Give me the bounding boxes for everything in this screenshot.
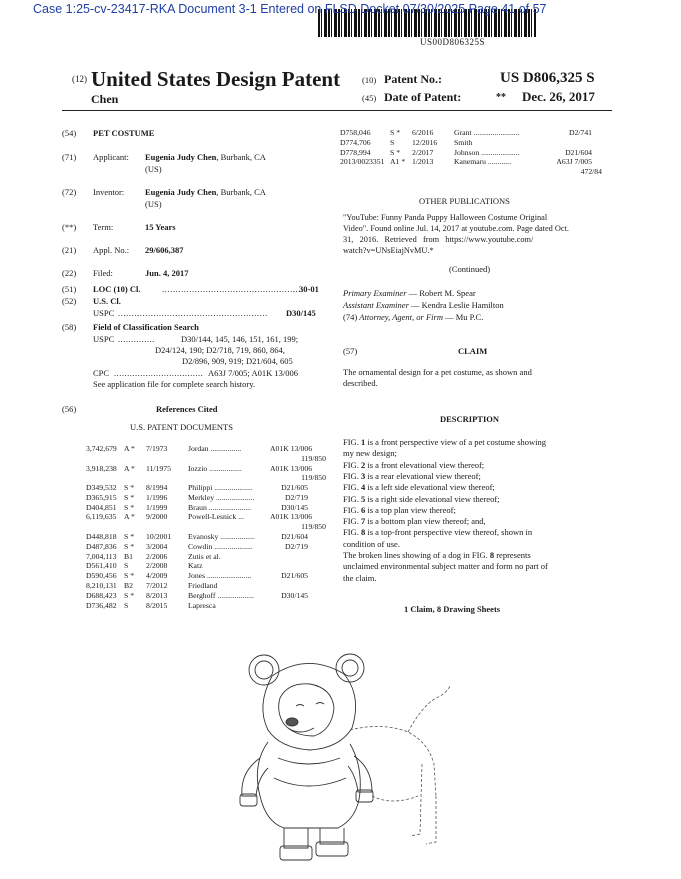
us-patent-docs-heading: U.S. PATENT DOCUMENTS — [130, 422, 233, 432]
fig-ref: 6 — [360, 504, 366, 515]
ref-date: 12/2016 — [412, 137, 438, 147]
ref-name: Philippi .................... — [188, 483, 253, 493]
desc-text: is a rear elevational view thereof; — [365, 470, 481, 481]
ref-number: D487,836 — [86, 541, 117, 551]
ref-name: Grant ........................ — [454, 128, 520, 137]
ref-number: D561,410 — [86, 561, 117, 571]
ref-class: A01K 13/006 — [270, 512, 313, 522]
ref-name: Katz — [188, 561, 203, 571]
ref-name: Zutis et al. — [188, 551, 221, 561]
desc-text: is a front perspective view of a pet costume showing — [365, 437, 547, 447]
reference-row-continued — [86, 454, 326, 464]
term-value: 15 Years — [145, 222, 176, 232]
code-45: (45) — [362, 93, 377, 103]
inventor-label: Inventor: — [93, 187, 125, 197]
ref-class — [554, 138, 592, 148]
ref-name: Powell-Lesnick ... — [188, 512, 244, 522]
code-72: (72) — [62, 187, 77, 197]
appl-no-label: Appl. No.: — [93, 245, 130, 255]
ref-date: 2/2006 — [146, 551, 168, 561]
patent-no-label: Patent No.: — [384, 72, 442, 86]
reference-row — [340, 138, 602, 148]
ref-kind: A * — [124, 463, 135, 473]
ref-number: D758,046 — [340, 128, 371, 137]
us-cl-uspc-label: USPC — [93, 308, 115, 318]
desc-text: represents — [494, 550, 531, 560]
patent-title: United States Design Patent — [91, 67, 341, 91]
field-cpc-dots: .................................. — [114, 368, 204, 378]
ref-date: 8/1994 — [146, 483, 168, 493]
ref-date: 1/2013 — [412, 157, 434, 167]
fig-ref: 5 — [360, 493, 366, 504]
desc-text: FIG. — [343, 437, 361, 447]
ref-kind: S * — [124, 492, 135, 502]
ref-number: 7,004,113 — [86, 551, 117, 561]
ref-number: 6,119,635 — [86, 512, 117, 522]
barcode-number: US00D806325S — [420, 37, 486, 47]
ref-kind: S * — [124, 483, 135, 493]
description-line — [343, 561, 548, 571]
code-12: (12) — [72, 74, 87, 84]
reference-row — [86, 542, 326, 552]
ref-date: 7/1973 — [146, 444, 168, 453]
continued-note: (Continued) — [449, 264, 491, 274]
ref-kind: B2 — [124, 580, 133, 590]
ref-class — [270, 561, 308, 571]
reference-row — [86, 591, 326, 601]
fig-ref: 1 — [360, 437, 366, 447]
desc-text: is a top plan view thereof; — [365, 504, 456, 515]
appl-no: 29/606,387 — [145, 245, 184, 255]
ref-name: Johnson .................... — [454, 147, 520, 157]
ref-class: D21/605 — [281, 483, 308, 493]
ref-date: 9/2000 — [146, 512, 168, 522]
ref-number: 8,210,131 — [86, 580, 117, 590]
ref-number: D688,423 — [86, 590, 117, 600]
ref-date: 1/1999 — [146, 502, 168, 512]
reference-row — [340, 128, 602, 138]
ref-name: Cowdin .................... — [188, 541, 253, 551]
claim-line: described. — [343, 378, 378, 388]
description-heading: DESCRIPTION — [440, 414, 500, 424]
ref-class: A01K 13/006 — [270, 463, 313, 473]
us-cl-label: U.S. Cl. — [93, 296, 121, 306]
reference-row — [86, 503, 326, 513]
code-term: (**) — [62, 222, 77, 232]
ref-kind: B1 — [124, 551, 133, 561]
inventor: Eugenia Judy Chen, Burbank, CA — [145, 187, 266, 197]
loc-value: 30-01 — [299, 284, 319, 294]
court-header: Case 1:25-cv-23417-RKA Document 3-1 Entered on FLSD Docket 07/30/2025 Page 41 of 57 — [33, 2, 547, 16]
code-10: (10) — [362, 75, 377, 85]
ref-class: A01K 13/006 — [270, 444, 313, 453]
ref-name: Lapresca — [188, 600, 216, 610]
ref-class: D2/719 — [284, 541, 308, 551]
ref-date: 8/2013 — [146, 590, 168, 600]
description-line — [343, 516, 486, 526]
ref-name: Merkley .................... — [188, 492, 255, 502]
ref-class — [270, 601, 308, 611]
inventor-surname: Chen — [91, 92, 119, 106]
ref-name: Friedland — [188, 580, 218, 590]
ref-date: 1/1996 — [146, 492, 168, 502]
desc-text: The broken lines showing of a dog in FIG. — [343, 550, 490, 560]
desc-text: is a left side elevational view thereof; — [365, 482, 495, 493]
ref-name: Smith — [454, 137, 473, 147]
reference-row — [86, 552, 326, 562]
loc-label: LOC (10) Cl. — [93, 284, 141, 294]
fig-ref: 4 — [360, 482, 366, 493]
field-uspc-line: D2/896, 909, 919; D21/604, 605 — [182, 356, 293, 366]
description-line — [343, 482, 495, 492]
ref-class: D30/145 — [281, 590, 308, 600]
desc-text: is a bottom plan view thereof; and, — [365, 516, 486, 527]
ref-class-continued: 472/84 — [580, 167, 602, 177]
description-line — [343, 573, 377, 583]
references-heading: References Cited — [156, 404, 218, 414]
reference-row — [86, 464, 326, 474]
code-21: (21) — [62, 245, 77, 255]
desc-text: is a top-front perspective view thereof, shown in — [365, 527, 533, 538]
ref-kind: S * — [390, 128, 401, 137]
code-52: (52) — [62, 296, 77, 306]
field-uspc-dots: .............. — [118, 334, 155, 344]
ref-kind: S — [124, 600, 129, 610]
ref-number: D736,482 — [86, 600, 117, 610]
assistant-examiner: Assistant Examiner — Kendra Leslie Hamilton — [343, 300, 504, 310]
field-cpc-label: CPC — [93, 368, 110, 378]
desc-text: FIG. — [343, 493, 361, 504]
field-uspc-line: D24/124, 190; D2/718, 719, 860, 864, — [155, 345, 285, 355]
patent-date: Dec. 26, 2017 — [522, 89, 595, 104]
ref-date: 2/2008 — [146, 561, 168, 571]
filed-label: Filed: — [93, 268, 113, 278]
other-pub-line: "YouTube: Funny Panda Puppy Halloween Costume Original — [343, 213, 548, 222]
desc-text: is a right side elevational view thereof; — [365, 493, 500, 504]
ref-class-continued: 119/850 — [301, 522, 326, 532]
desc-text: FIG. — [343, 459, 361, 470]
search-history-note: See application file for complete search history. — [93, 379, 256, 389]
attorney: (74) Attorney, Agent, or Firm — Mu P.C. — [343, 312, 484, 322]
applicant-label: Applicant: — [93, 152, 129, 162]
fig-ref: 2 — [360, 459, 366, 470]
ref-class: D2/719 — [284, 492, 308, 502]
description-line — [343, 527, 532, 537]
ref-number: D774,706 — [340, 137, 371, 147]
ref-kind: S * — [124, 590, 135, 600]
reference-row — [340, 148, 602, 158]
references-table — [86, 444, 326, 610]
header-rule — [62, 110, 612, 111]
claim-line: The ornamental design for a pet costume, as shown and — [343, 367, 532, 377]
ref-class: A63J 7/005 — [556, 157, 592, 167]
ref-date: 6/2016 — [412, 128, 434, 137]
fig-ref: 8 — [360, 527, 366, 538]
ref-class: D21/604 — [281, 532, 308, 542]
term-label: Term: — [93, 222, 114, 232]
other-pub-line: 31, 2016. Retrieved from https://www.youtube.com/ — [343, 235, 534, 244]
ref-name: Berghoff ................... — [188, 590, 254, 600]
patent-number: US D806,325 S — [500, 70, 595, 86]
code-22: (22) — [62, 268, 77, 278]
ref-kind: S * — [390, 147, 401, 157]
ref-kind: S * — [124, 532, 135, 542]
ref-date: 10/2001 — [146, 532, 172, 542]
ref-class: D21/604 — [565, 147, 592, 157]
ref-number: 3,742,679 — [86, 444, 117, 453]
desc-text: the claim. — [343, 572, 377, 583]
ref-number: D349,532 — [86, 483, 117, 493]
date-label: Date of Patent: — [384, 90, 462, 104]
reference-row — [86, 601, 326, 611]
reference-row — [86, 581, 326, 591]
ref-name: Iozzio ................. — [188, 463, 242, 473]
ref-class: D21/605 — [281, 571, 308, 581]
code-71: (71) — [62, 152, 77, 162]
ref-kind: A * — [124, 512, 135, 522]
desc-text: FIG. — [343, 527, 361, 538]
applicant: Eugenia Judy Chen, Burbank, CA — [145, 152, 266, 162]
ref-number: D590,456 — [86, 571, 117, 581]
ref-kind: S — [390, 137, 395, 147]
ref-number: D448,818 — [86, 532, 117, 542]
reference-row — [86, 444, 326, 454]
desc-text: condition of use. — [343, 538, 400, 549]
ref-class-continued: 119/850 — [301, 453, 326, 463]
inventor-country: (US) — [145, 199, 162, 209]
reference-row — [86, 561, 326, 571]
us-cl-value: D30/145 — [286, 308, 316, 318]
ref-kind: S * — [124, 502, 135, 512]
description-line — [343, 448, 397, 458]
ref-number: 3,918,238 — [86, 463, 117, 473]
references-table-continued — [340, 128, 602, 177]
us-cl-dots: ....................................................... — [118, 308, 268, 318]
code-56: (56) — [62, 404, 77, 414]
code-58: (58) — [62, 322, 77, 332]
ref-date: 7/2012 — [146, 580, 168, 590]
reference-row — [86, 493, 326, 503]
ref-kind: A * — [124, 444, 135, 453]
code-51: (51) — [62, 284, 77, 294]
desc-text: FIG. — [343, 482, 361, 493]
ref-number: D778,994 — [340, 147, 371, 157]
ref-date: 11/1975 — [146, 463, 171, 473]
desc-text: is a front elevational view thereof; — [365, 459, 485, 470]
reference-row-continued — [340, 167, 602, 177]
fig-ref: 7 — [360, 516, 366, 527]
field-search-label: Field of Classification Search — [93, 322, 199, 332]
description-line — [343, 550, 531, 560]
date-marker: ** — [496, 92, 506, 103]
ref-date: 8/2015 — [146, 600, 168, 610]
desc-text: FIG. — [343, 516, 361, 527]
reference-row-continued — [86, 522, 326, 532]
desc-text: unclaimed environmental subject matter and form no part of — [343, 561, 548, 572]
pet-costume-drawing — [222, 646, 462, 868]
patent-subject: PET COSTUME — [93, 128, 155, 138]
ref-class-continued: 119/850 — [301, 473, 326, 483]
description-line — [343, 437, 546, 447]
ref-date: 2/2017 — [412, 147, 434, 157]
description-line — [343, 539, 400, 549]
other-pub-heading: OTHER PUBLICATIONS — [419, 196, 510, 206]
ref-kind: S * — [124, 541, 135, 551]
description-line — [343, 471, 481, 481]
primary-examiner: Primary Examiner — Robert M. Spear — [343, 288, 476, 298]
filed-date: Jun. 4, 2017 — [145, 268, 189, 278]
loc-dots: .................................................... — [162, 284, 304, 294]
reference-row-continued — [86, 473, 326, 483]
field-cpc-value: A63J 7/005; A01K 13/006 — [208, 368, 298, 378]
reference-row — [86, 532, 326, 542]
description-line — [343, 494, 500, 504]
ref-name: Evanosky .................. — [188, 532, 255, 542]
reference-row — [340, 157, 602, 167]
desc-text: FIG. — [343, 504, 361, 515]
ref-class: D30/145 — [281, 502, 308, 512]
reference-row — [86, 483, 326, 493]
desc-text: my new design; — [343, 448, 397, 459]
ref-date: 4/2009 — [146, 571, 168, 581]
ref-date: 3/2004 — [146, 541, 168, 551]
claim-heading: CLAIM — [458, 346, 488, 356]
ref-class: D2/741 — [568, 128, 592, 137]
reference-row — [86, 512, 326, 522]
claims-summary: 1 Claim, 8 Drawing Sheets — [404, 604, 501, 614]
description-line — [343, 505, 456, 515]
ref-number: 2013/0023351 — [340, 157, 385, 167]
code-54: (54) — [62, 128, 77, 138]
ref-name: Jones ....................... — [188, 571, 252, 581]
applicant-country: (US) — [145, 164, 162, 174]
ref-kind: S — [124, 561, 129, 571]
ref-name: Jordan ................ — [188, 444, 242, 453]
ref-kind: S * — [124, 571, 135, 581]
description-line — [343, 460, 484, 470]
ref-class — [270, 581, 308, 591]
ref-number: D365,915 — [86, 492, 117, 502]
reference-row — [86, 571, 326, 581]
field-uspc-line: D30/144, 145, 146, 151, 161, 199; — [181, 334, 299, 344]
ref-name: Braun ...................... — [188, 502, 251, 512]
ref-class — [270, 552, 308, 562]
ref-kind: A1 * — [390, 157, 406, 167]
desc-text: FIG. — [343, 470, 361, 481]
other-pub-line: Video". Found online Jul. 14, 2017 at youtube.com. Page dated Oct. — [343, 224, 569, 233]
ref-number: D404,851 — [86, 502, 117, 512]
code-57: (57) — [343, 346, 358, 356]
fig-ref: 3 — [360, 470, 366, 481]
other-pub-line: watch?v=UNsEiajNvMU.* — [343, 246, 434, 255]
field-uspc-label: USPC — [93, 334, 115, 344]
ref-name: Kanemaru ............ — [454, 157, 511, 167]
fig-ref: 8 — [489, 550, 495, 560]
